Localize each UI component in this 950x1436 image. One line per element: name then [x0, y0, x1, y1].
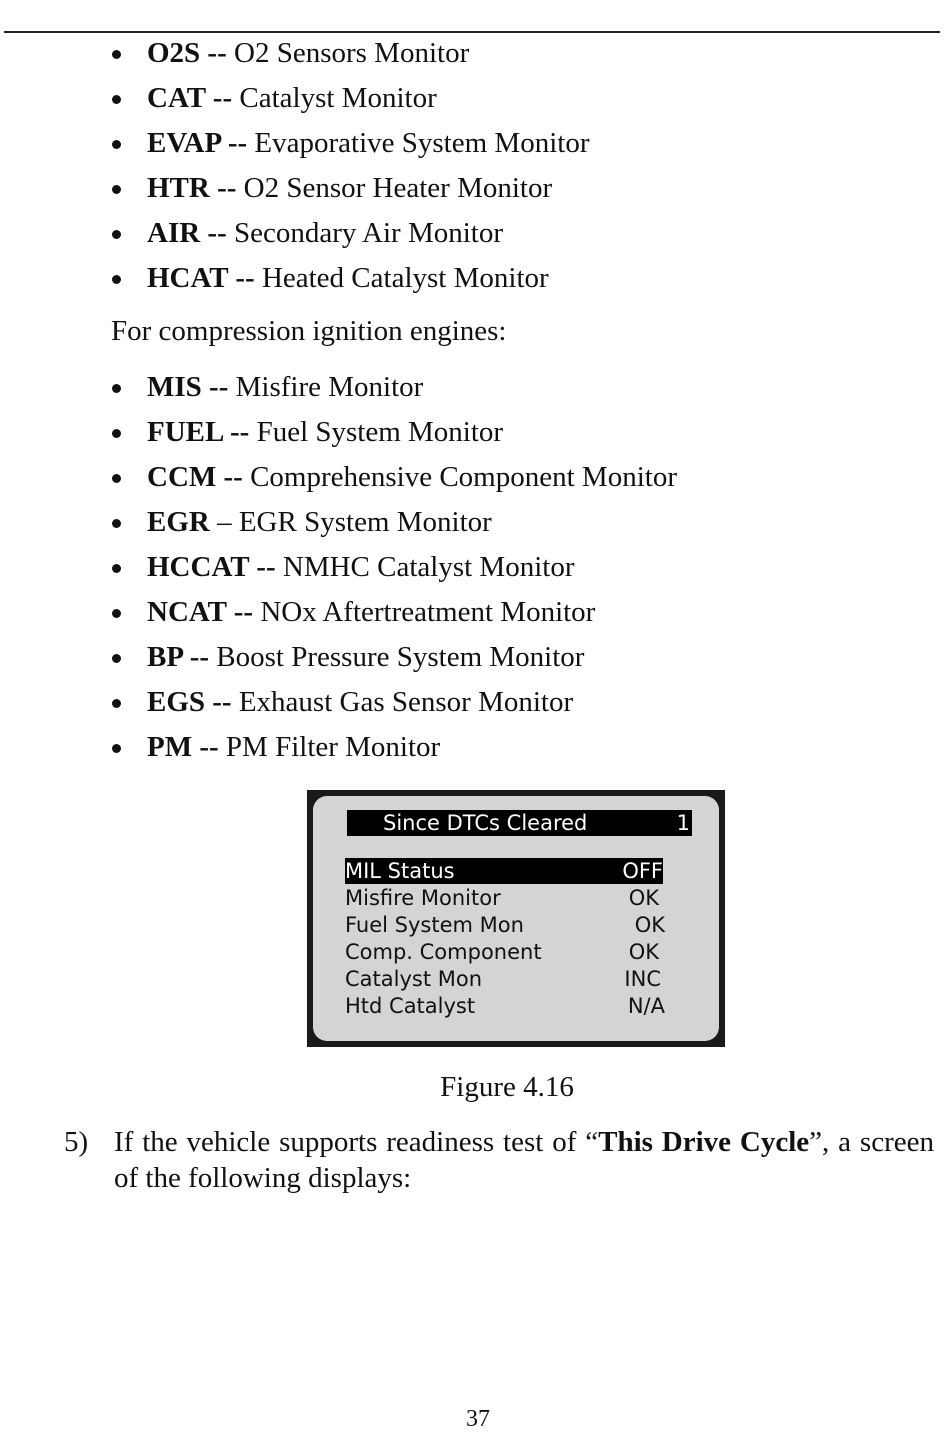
monitor-code: CAT --	[147, 82, 233, 114]
monitor-description: PM Filter Monitor	[218, 731, 441, 763]
monitor-description: NOx Aftertreatment Monitor	[253, 596, 596, 628]
monitor-description: Fuel System Monitor	[249, 416, 504, 448]
monitor-code: AIR --	[147, 217, 227, 249]
step-text-before: If the vehicle supports readiness test of “	[114, 1126, 599, 1158]
step-text-after: ”, a screen of the following displays:	[114, 1126, 934, 1194]
monitor-description: – EGR System Monitor	[209, 506, 492, 538]
screen-page-number: 1	[676, 811, 690, 835]
monitor-code: HCCAT --	[147, 551, 276, 583]
lcd-row-value: OK	[634, 913, 665, 937]
lcd-row-value: OK	[628, 886, 659, 910]
monitor-description: Secondary Air Monitor	[226, 217, 504, 249]
monitor-code: EVAP --	[147, 127, 248, 159]
lcd-row-mil-status	[345, 858, 663, 884]
bullet-icon	[112, 230, 121, 239]
bullet-icon	[112, 95, 121, 104]
lcd-row-fuel-system	[345, 912, 663, 938]
lcd-row-label: MIL Status	[345, 859, 455, 883]
bullet-icon	[112, 50, 121, 59]
monitor-description: Catalyst Monitor	[232, 82, 437, 114]
monitor-description: NMHC Catalyst Monitor	[275, 551, 575, 583]
monitor-code: MIS --	[147, 371, 229, 403]
lcd-row-label: Misfire Monitor	[345, 886, 501, 910]
bullet-icon	[112, 474, 121, 483]
bullet-icon	[112, 519, 121, 528]
bullet-icon	[112, 185, 121, 194]
monitor-description: Boost Pressure System Monitor	[209, 641, 585, 673]
monitor-code: FUEL --	[147, 416, 250, 448]
bullet-icon	[112, 699, 121, 708]
monitor-description: O2 Sensor Heater Monitor	[236, 172, 553, 204]
lcd-row-label: Comp. Component	[345, 940, 542, 964]
monitor-description: Heated Catalyst Monitor	[254, 262, 549, 294]
bullet-icon	[112, 384, 121, 393]
step-emphasis: This Drive Cycle	[598, 1126, 810, 1158]
lcd-display	[313, 796, 719, 1041]
lcd-row-misfire-monitor	[345, 885, 663, 911]
monitor-code: HTR --	[147, 172, 237, 204]
step-text	[114, 1124, 934, 1196]
lcd-row-value: INC	[624, 967, 661, 991]
page-number: 37	[466, 1406, 490, 1432]
monitor-description: Evaporative System Monitor	[247, 127, 590, 159]
monitor-code: HCAT --	[147, 262, 255, 294]
monitor-description: Exhaust Gas Sensor Monitor	[231, 686, 574, 718]
lcd-row-comp-component	[345, 939, 663, 965]
lcd-row-label: Catalyst Mon	[345, 967, 483, 991]
scan-tool-screen-figure	[307, 790, 725, 1047]
lcd-row-catalyst-mon	[345, 966, 663, 992]
compression-engines-heading: For compression ignition engines:	[111, 315, 507, 347]
screen-title-bar	[347, 810, 692, 836]
monitor-description: Misfire Monitor	[228, 371, 424, 403]
monitor-description: O2 Sensors Monitor	[226, 37, 470, 69]
bullet-icon	[112, 564, 121, 573]
monitor-code: NCAT --	[147, 596, 254, 628]
bullet-icon	[112, 140, 121, 149]
header-rule	[4, 31, 940, 33]
lcd-row-value: OFF	[622, 859, 663, 883]
monitor-description: Comprehensive Component Monitor	[242, 461, 677, 493]
monitor-code: O2S --	[147, 37, 227, 69]
lcd-row-htd-catalyst	[345, 993, 663, 1019]
figure-caption: Figure 4.16	[440, 1071, 574, 1103]
bullet-icon	[112, 744, 121, 753]
monitor-code: EGR	[147, 506, 210, 538]
screen-title: Since DTCs Cleared	[383, 811, 588, 835]
bullet-icon	[112, 654, 121, 663]
step-number: 5)	[64, 1126, 89, 1158]
bullet-icon	[112, 429, 121, 438]
lcd-row-label: Htd Catalyst	[345, 994, 476, 1018]
lcd-row-value: N/A	[627, 994, 665, 1018]
lcd-row-value: OK	[628, 940, 659, 964]
bullet-icon	[112, 275, 121, 284]
monitor-code: EGS --	[147, 686, 232, 718]
monitor-code: BP --	[147, 641, 210, 673]
monitor-code: PM --	[147, 731, 219, 763]
lcd-row-label: Fuel System Mon	[345, 913, 524, 937]
monitor-code: CCM --	[147, 461, 243, 493]
bullet-icon	[112, 609, 121, 618]
